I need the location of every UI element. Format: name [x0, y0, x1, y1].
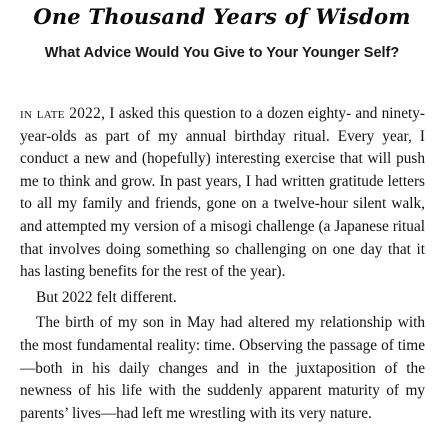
body-text	[20, 103, 425, 428]
paragraph-1	[20, 103, 425, 284]
paragraph-1-text: I asked this question to a dozen eighty- and ninety-year-olds as part of my annual birthday ritual. Every year, I conduct a new and (hopefully) interesting exercise that will push me to think and grow. In past years, I had written gratitude letters to all my family and friends, gone on a twelve-hour silent walk, and attempted my version of a misogi challenge (a Japanese ritual that involves doing something so challenging on one day that it has lasting benefits for the rest of the year).	[20, 105, 425, 281]
paragraph-2: But 2022 felt different.	[36, 288, 177, 306]
lead-in-smallcaps: in late 2022,	[20, 105, 106, 122]
paragraph-3: The birth of my son in May had altered my relationship with the most fundamental reality: time. Observing the passage of time—both in his daily changes and in the juxtaposition of the newness of his life with the suddenly apparent maturity of my parents’ lives—had left me wrestling with its very nature.	[20, 314, 425, 422]
chapter-subtitle: What Advice Would You Give to Your Younger Self?	[44, 45, 400, 61]
chapter-title: One Thousand Years of Wisdom	[33, 4, 411, 29]
